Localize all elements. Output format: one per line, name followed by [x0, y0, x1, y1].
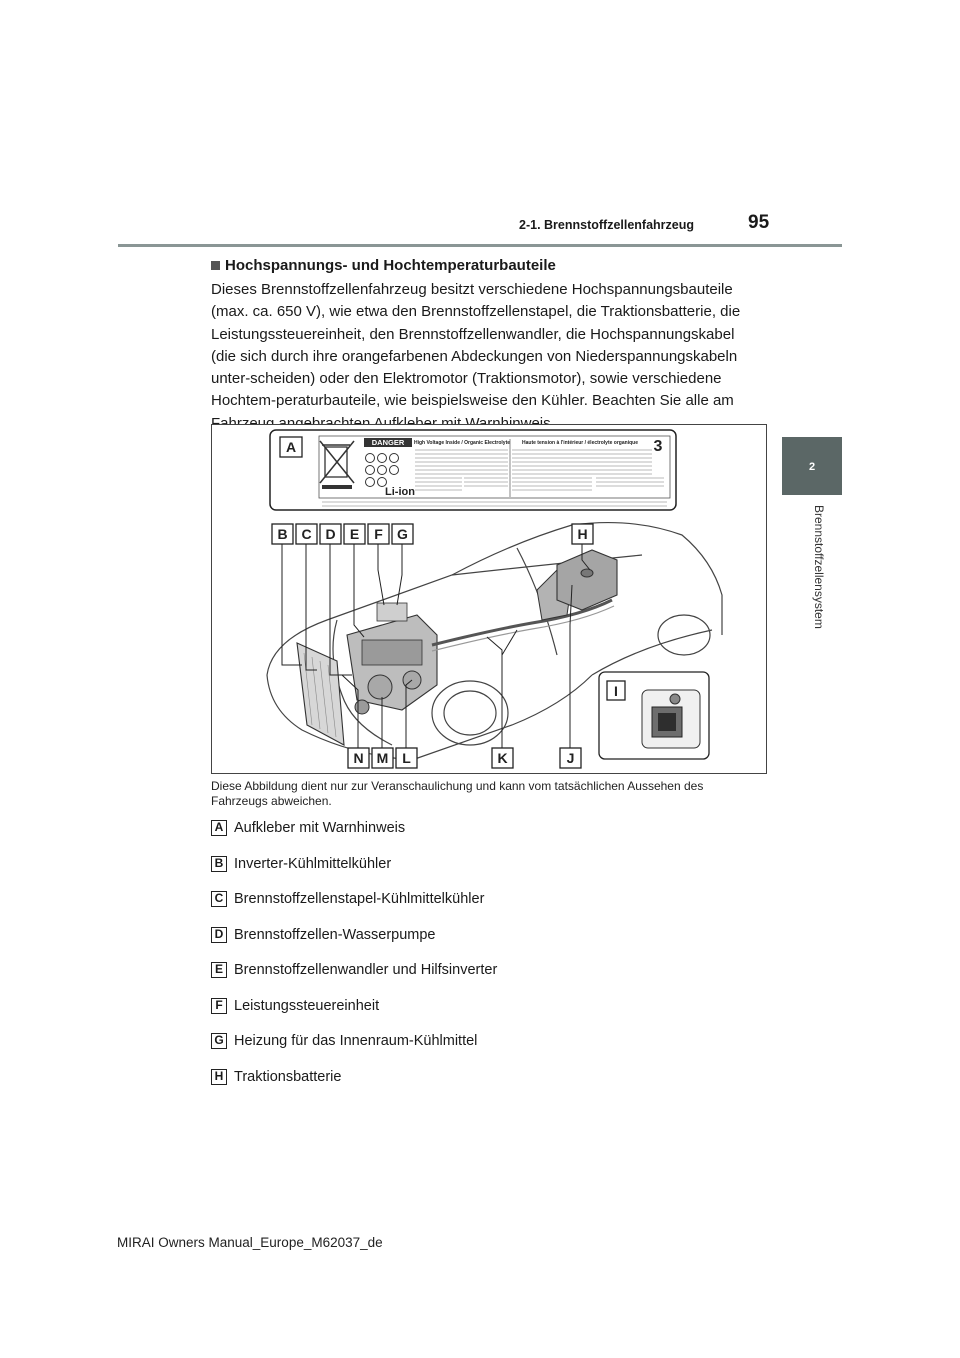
chapter-tab-number: 2: [808, 461, 816, 473]
chapter-tab-label: Brennstoffzellensystem: [812, 505, 826, 629]
legend-letter: F: [211, 998, 227, 1014]
callouts-bottom-row: [348, 748, 417, 768]
callout-h: H: [577, 526, 588, 542]
legend-text: Brennstoffzellenwandler und Hilfsinverter: [234, 962, 498, 978]
callout-i: I: [614, 683, 618, 699]
legend-item: [211, 962, 497, 978]
callout-k: K: [497, 750, 508, 766]
legend-letter: A: [211, 820, 227, 836]
callout-e: E: [349, 526, 360, 542]
page-number: 95: [748, 212, 770, 233]
legend-item: [211, 820, 405, 836]
figure-caption: Diese Abbildung dient nur zur Veranschaulichung und kann vom tatsächlichen Aussehen des Fahrzeugs abweichen.: [211, 779, 704, 808]
legend-item: [211, 1033, 477, 1049]
sticker-title-fr: Haute tension à l'intérieur / électrolyte organique: [522, 440, 638, 446]
front-power-unit: [347, 603, 437, 714]
legend-letter: G: [211, 1033, 227, 1049]
legend-text: Aufkleber mit Warnhinweis: [234, 820, 406, 836]
vehicle-illustration: [211, 424, 767, 774]
legend-item: [211, 891, 484, 907]
callout-j: J: [566, 750, 575, 766]
legend-text: Inverter-Kühlmittelkühler: [234, 855, 392, 872]
section-heading: [211, 257, 556, 274]
callout-n: N: [353, 750, 364, 766]
legend-text: Traktionsbatterie: [234, 1068, 342, 1085]
warning-sticker: [270, 430, 676, 510]
callout-a: A: [285, 439, 297, 455]
header-divider: [118, 244, 842, 247]
legend-letter: C: [211, 891, 227, 907]
callout-d: D: [325, 526, 336, 542]
vehicle-illustration-svg: [212, 425, 768, 775]
callout-m: M: [376, 750, 389, 766]
sticker-danger-text: DANGER: [371, 438, 405, 447]
heading-bullet-icon: [211, 261, 220, 270]
callout-b: B: [277, 526, 288, 542]
legend-letter: E: [211, 962, 227, 978]
running-header-section: 2-1. Brennstoffzellenfahrzeug: [519, 218, 695, 232]
legend-text: Leistungssteuereinheit: [234, 997, 380, 1014]
legend-letter: H: [211, 1069, 227, 1085]
legend-item: [211, 998, 379, 1014]
legend-letter: D: [211, 927, 227, 943]
legend-text: Brennstoffzellen-Wasserpumpe: [234, 926, 436, 943]
page-footer: MIRAI Owners Manual_Europe_M62037_de: [117, 1235, 383, 1250]
radiator: [297, 643, 344, 745]
legend-text: Brennstoffzellenstapel-Kühlmittelkühler: [234, 891, 485, 907]
sticker-number: 3: [653, 438, 663, 455]
callout-c: C: [301, 526, 312, 542]
legend-item: [211, 927, 436, 943]
callout-l: L: [402, 750, 411, 766]
sticker-title-en: High Voltage Inside / Organic Electrolyte: [413, 440, 511, 446]
legend-item: [211, 1069, 341, 1085]
callout-g: G: [397, 526, 408, 542]
sticker-li-ion-text: Li-ion: [385, 486, 415, 498]
chapter-tab: [782, 437, 842, 495]
callouts-top-row: [272, 524, 413, 544]
legend-item: [211, 856, 391, 872]
legend-letter: B: [211, 856, 227, 872]
section-heading-text: Hochspannungs- und Hochtemperaturbauteile: [225, 257, 556, 274]
callout-f: F: [374, 526, 383, 542]
inset-detail: [599, 672, 709, 759]
legend-text: Heizung für das Innenraum-Kühlmittel: [234, 1033, 478, 1049]
section-body-text: Dieses Brennstoffzellenfahrzeug besitzt verschiedene Hochspannungsbauteile (max. ca. 650 V), wie etwa den Brennstoffzellenstapel, die Traktionsbatterie, die Leistungssteuereinheit, den Brennstoffzellenwandler, die Hochspannungskabel (die sich durch ihre orangefarbenen Abdeckungen von Niederspannungskabeln unter-scheiden) oder den Elektromotor (Traktionsmotor), sowie verschiedene Hochtem-peraturbauteile, wie beispielsweise den Kühler. Beachten Sie alle am: [211, 281, 741, 410]
